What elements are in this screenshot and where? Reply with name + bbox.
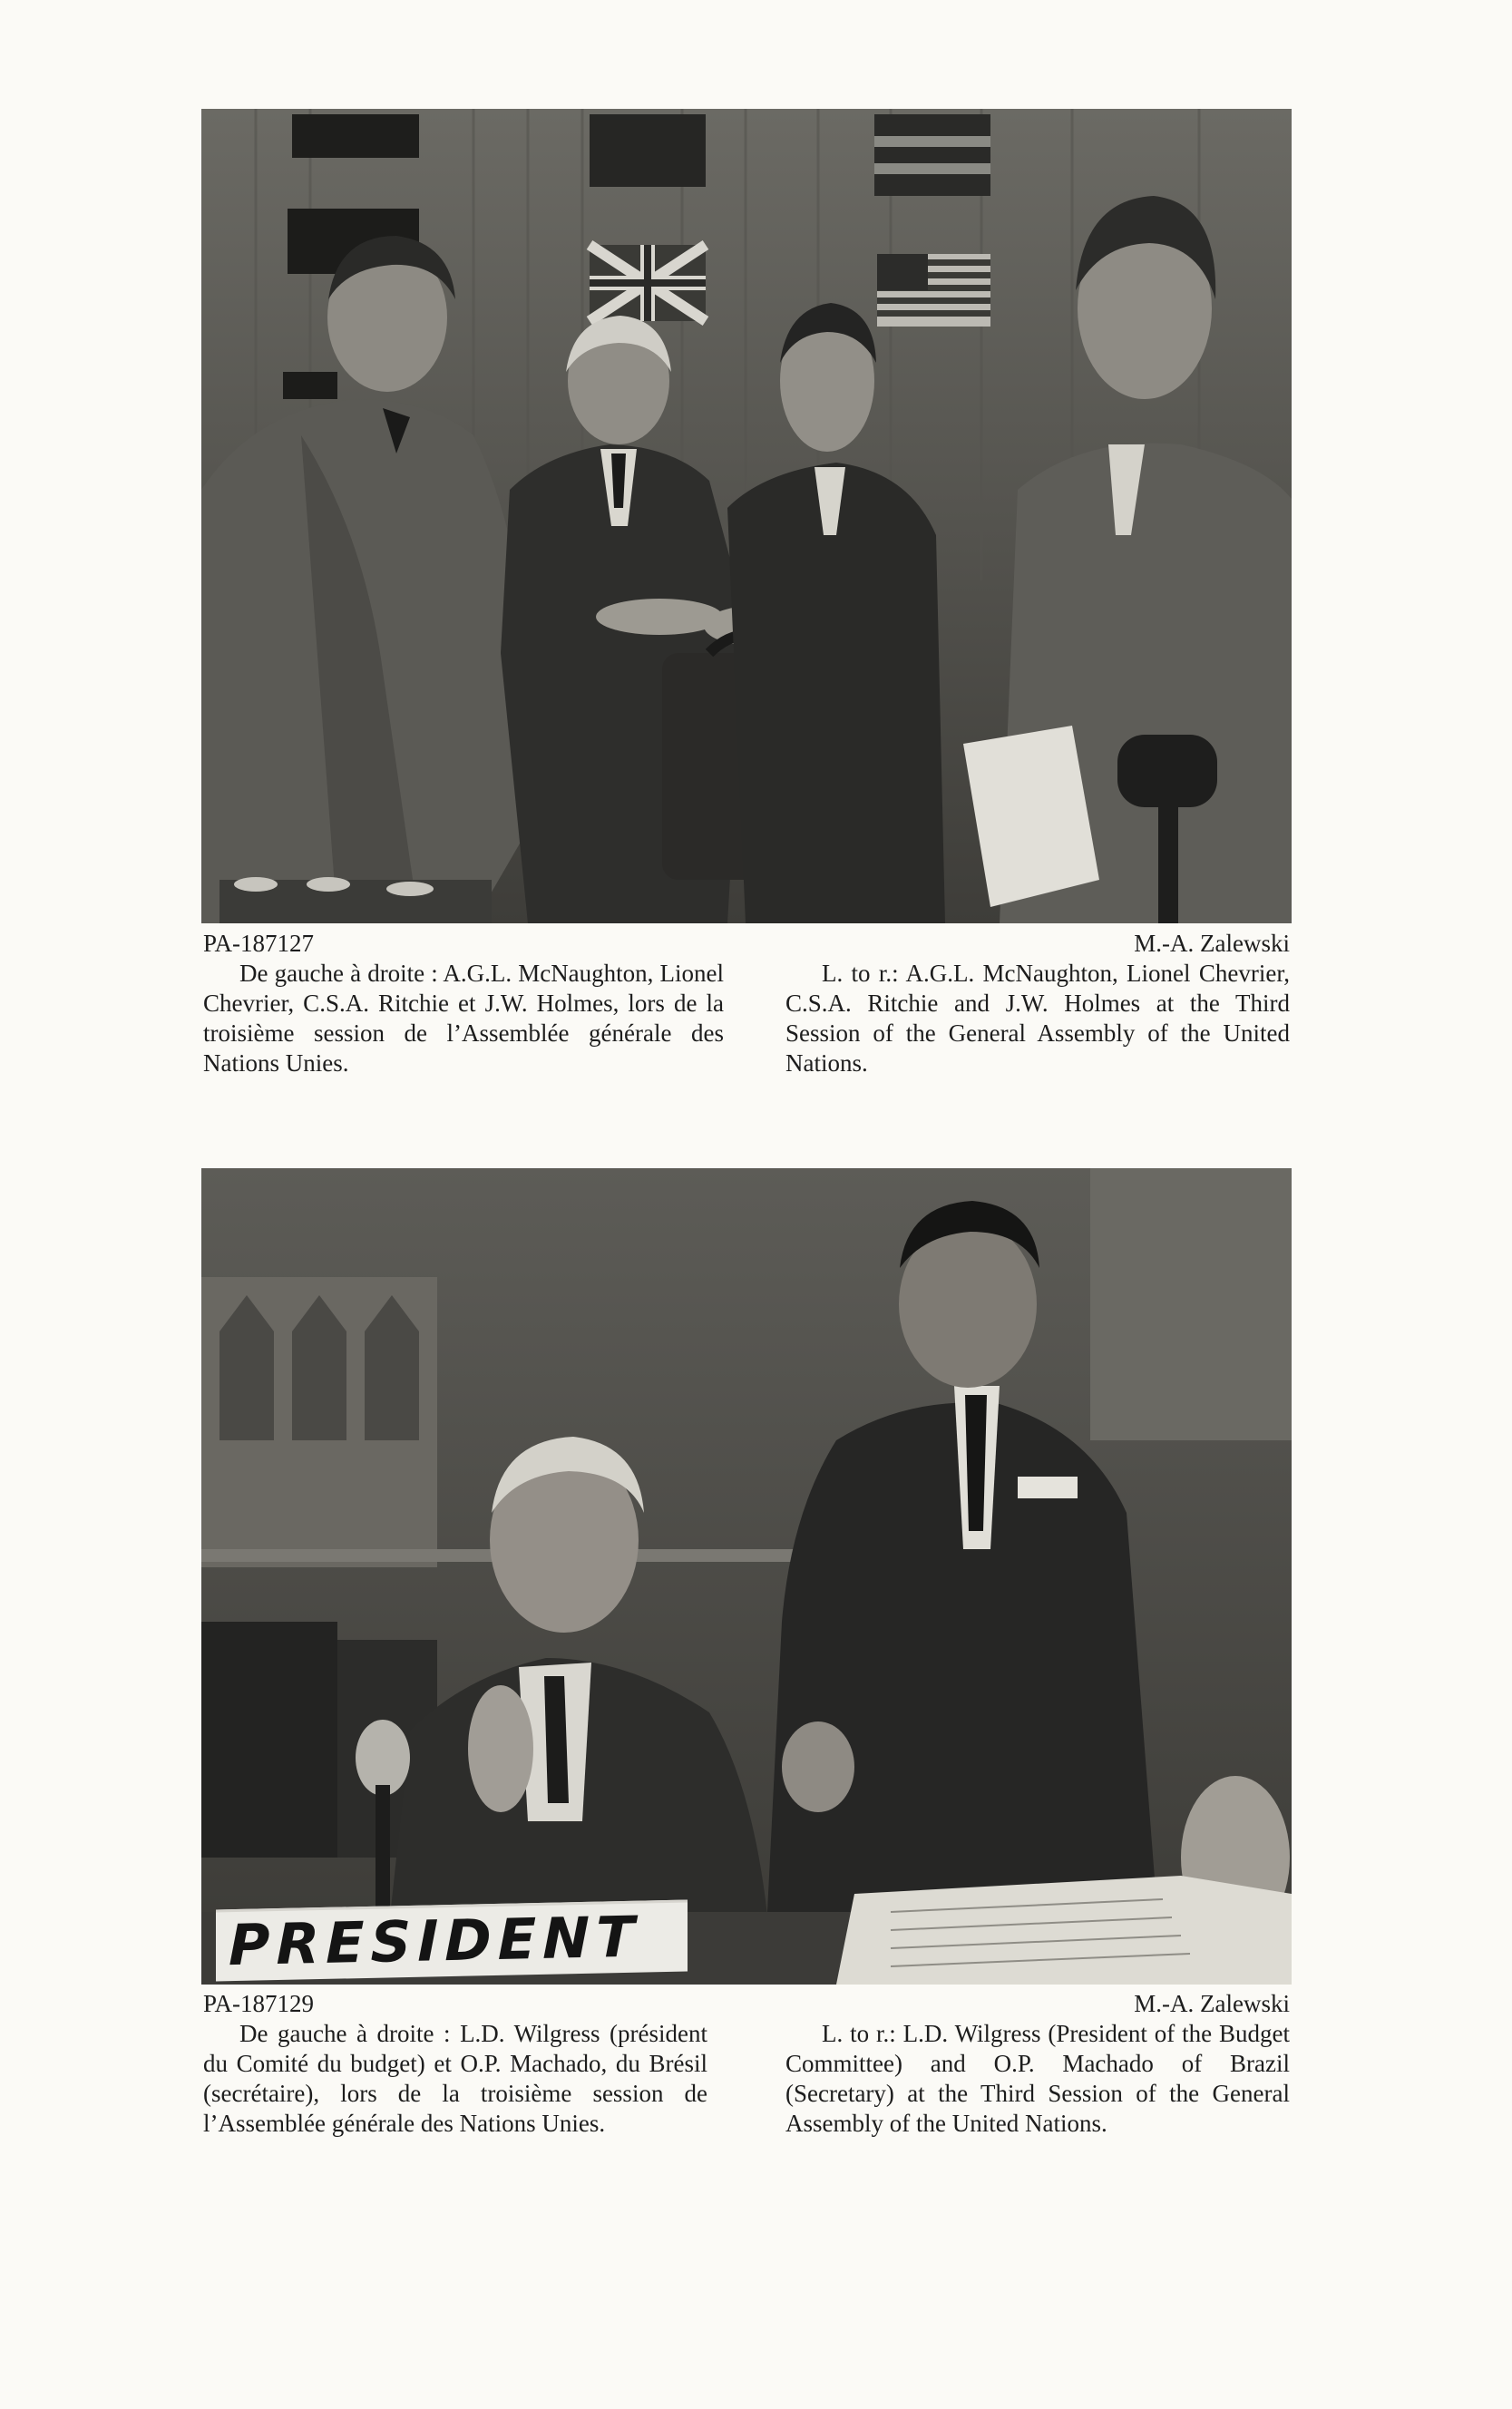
photo-delegates-standing — [201, 109, 1292, 923]
caption-english — [785, 959, 1290, 1078]
caption-french — [203, 959, 724, 1078]
caption-english — [785, 2019, 1290, 2139]
president-nameplate — [216, 1900, 688, 1982]
photo-president-seated — [201, 1168, 1292, 1985]
nameplate-text: PRESIDENT — [229, 1903, 641, 1979]
photo-credit: M.-A. Zalewski — [1134, 1990, 1290, 2017]
caption-text: De gauche à droite : A.G.L. McNaughton, Lionel Chevrier, C.S.A. Ritchie et J.W. Holmes, lors de la troisième session de l’Assemblée générale des Nations Unies. — [203, 960, 724, 1077]
caption-text: L. to r.: A.G.L. McNaughton, Lionel Chevrier, C.S.A. Ritchie and J.W. Holmes at the Third Session of the General Assembly of the United Nations. — [785, 960, 1290, 1077]
photo-reference-number: PA-187127 — [203, 930, 315, 957]
photo-credit: M.-A. Zalewski — [1134, 930, 1290, 957]
caption-text: L. to r.: L.D. Wilgress (President of the Budget Committee) and O.P. Machado of Brazil (Secretary) at the Third Session of the General Assembly of the United Nations. — [785, 2020, 1290, 2137]
caption-text: De gauche à droite : L.D. Wilgress (président du Comité du budget) et O.P. Machado, du Brésil (secrétaire), lors de la troisième session de l’Assemblée générale des Nations Unies. — [203, 2020, 707, 2137]
caption-french — [203, 2019, 707, 2139]
photo-reference-number: PA-187129 — [203, 1990, 315, 2017]
